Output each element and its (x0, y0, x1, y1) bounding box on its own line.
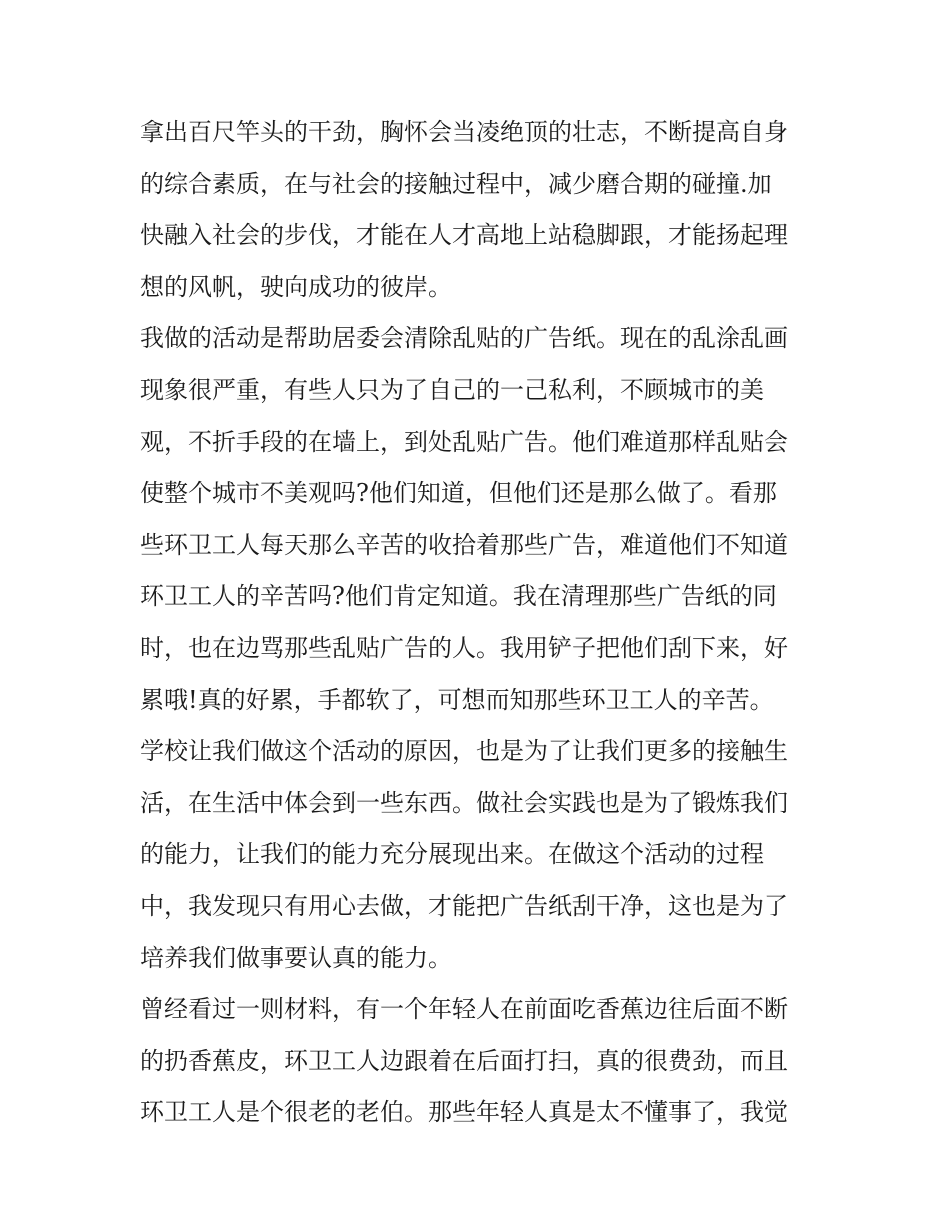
text-line: 的扔香蕉皮，环卫工人边跟着在后面打扫，真的很费劲，而且 (140, 1046, 788, 1075)
text-line: 中，我发现只有用心去做，才能把广告纸刮干净，这也是为了 (140, 891, 788, 920)
text-line: 活，在生活中体会到一些东西。做社会实践也是为了锻炼我们 (140, 788, 788, 817)
text-line: 的综合素质，在与社会的接触过程中，减少磨合期的碰撞.加 (140, 169, 772, 198)
text-line: 的能力，让我们的能力充分展现出来。在做这个活动的过程 (140, 840, 764, 869)
text-line: 学校让我们做这个活动的原因，也是为了让我们更多的接触生 (140, 737, 788, 766)
text-line: 环卫工人的辛苦吗?他们肯定知道。我在清理那些广告纸的同 (140, 582, 777, 611)
text-line: 些环卫工人每天那么辛苦的收拾着那些广告，难道他们不知道 (140, 530, 788, 559)
text-line: 累哦!真的好累，手都软了，可想而知那些环卫工人的辛苦。 (140, 685, 774, 714)
text-line: 我做的活动是帮助居委会清除乱贴的广告纸。现在的乱涂乱画 (140, 324, 788, 353)
text-line: 时，也在边骂那些乱贴广告的人。我用铲子把他们刮下来，好 (140, 633, 788, 662)
text-line: 现象很严重，有些人只为了自己的一己私利，不顾城市的美 (140, 375, 764, 404)
document-body (140, 107, 812, 1139)
text-line: 快融入社会的步伐，才能在人才高地上站稳脚跟，才能扬起理 (140, 221, 788, 250)
text-line: 想的风帆，驶向成功的彼岸。 (140, 272, 452, 301)
text-line: 观，不折手段的在墙上，到处乱贴广告。他们难道那样乱贴会 (140, 427, 788, 456)
text-line: 培养我们做事要认真的能力。 (140, 943, 452, 972)
text-line: 拿出百尺竿头的干劲，胸怀会当凌绝顶的壮志，不断提高自身 (140, 118, 788, 146)
text-line: 使整个城市不美观吗?他们知道，但他们还是那么做了。看那 (140, 479, 777, 508)
text-line: 曾经看过一则材料，有一个年轻人在前面吃香蕉边往后面不断 (140, 995, 788, 1024)
text-line: 环卫工人是个很老的老伯。那些年轻人真是太不懂事了，我觉 (140, 1098, 788, 1127)
